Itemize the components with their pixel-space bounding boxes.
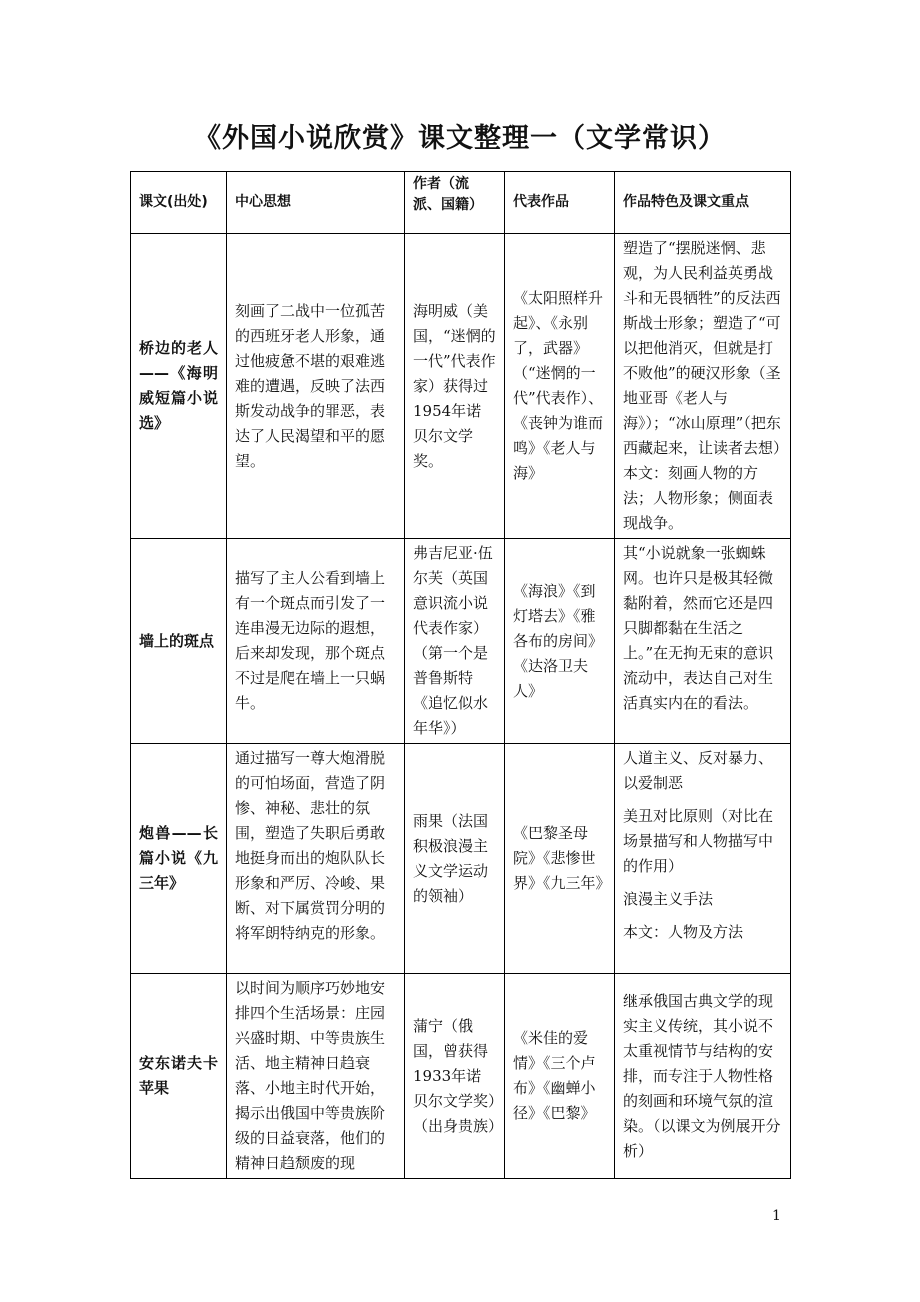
page-number: 1 [772,1208,781,1224]
theme-cell: 描写了主人公看到墙上有一个斑点而引发了一连串漫无边际的遐想，后来却发现，那个斑点不过是爬在墙上一只蜗牛。 [227,539,405,744]
header-lesson: 课文(出处) [131,172,227,234]
author-cell: 海明威（美国，“迷惘的一代”代表作家）获得过1954年诺贝尔文学奖。 [405,234,505,539]
feature-paragraph: 塑造了“摆脱迷惘、悲观，为人民利益英勇战斗和无畏牺牲”的反法西斯战士形象；塑造了“可以把他消灭，但就是打不败他”的硬汉形象（圣地亚哥《老人与海》）；“冰山原理”（把东西藏起来，让读者去想）本文：刻画人物的方法；人物形象；侧面表现战争。 [623,239,781,532]
lesson-cell: 墙上的斑点 [131,539,227,744]
works-cell: 《海浪》《到灯塔去》《雅各布的房间》《达洛卫夫人》 [505,539,615,744]
author-cell: 蒲宁（俄国，曾获得1933年诺贝尔文学奖）（出身贵族） [405,974,505,1179]
header-features: 作品特色及课文重点 [615,172,791,234]
features-cell [615,539,791,744]
table-row [131,234,791,539]
table-row [131,539,791,744]
author-cell: 弗吉尼亚·伍尔芙（英国意识流小说代表作家）（第一个是普鲁斯特《追忆似水年华》） [405,539,505,744]
header-works: 代表作品 [505,172,615,234]
theme-cell: 通过描写一尊大炮滑脱的可怕场面，营造了阴惨、神秘、悲壮的氛围，塑造了失职后勇敢地挺身而出的炮队队长形象和严厉、冷峻、果断、对下属赏罚分明的将军朗特纳克的形象。 [227,744,405,974]
document-title: 《外国小说欣赏》课文整理一（文学常识） [194,123,726,154]
works-cell: 《米佳的爱情》《三个卢布》《幽蝉小径》《巴黎》 [505,974,615,1179]
table-row [131,974,791,1179]
author-cell: 雨果（法国积极浪漫主义文学运动的领袖） [405,744,505,974]
feature-paragraph: 美丑对比原则（对比在场景描写和人物描写中的作用） [623,807,774,875]
works-cell: 《巴黎圣母院》《悲惨世界》《九三年》 [505,744,615,974]
feature-paragraph: 继承俄国古典文学的现实主义传统，其小说不太重视情节与结构的安排，而专注于人物性格的刻画和环境气氛的渲染。（以课文为例展开分析） [623,991,781,1160]
works-cell: 《太阳照样升起》、《永别了，武器》（“迷惘的一代”代表作）、《丧钟为谁而鸣》《老人与海》 [505,234,615,539]
theme-cell: 以时间为顺序巧妙地安排四个生活场景：庄园兴盛时期、中等贵族生活、地主精神日趋衰落、小地主时代开始，揭示出俄国中等贵族阶级的日益衰落，他们的精神日趋颓废的现 [227,974,405,1179]
features-cell [615,234,791,539]
theme-cell: 刻画了二战中一位孤苦的西班牙老人形象，通过他疲惫不堪的艰难逃难的遭遇，反映了法西斯发动战争的罪恶，表达了人民渴望和平的愿望。 [227,234,405,539]
header-theme: 中心思想 [227,172,405,234]
literature-table [130,171,791,1179]
lesson-cell: 安东诺夫卡苹果 [131,974,227,1179]
feature-paragraph: 人道主义、反对暴力、以爱制恶 [623,749,774,792]
features-cell [615,974,791,1179]
feature-paragraph: 本文：人物及方法 [623,923,744,941]
lesson-cell: 炮兽——长篇小说《九三年》 [131,744,227,974]
feature-paragraph: 浪漫主义手法 [623,890,714,908]
table-row [131,744,791,974]
header-author: 作者（流派、国籍） [405,172,505,234]
feature-paragraph: 其“小说就象一张蜘蛛网。也许只是极其轻微黏附着，然而它还是四只脚都黏在生活之上。”在无拘无束的意识流动中，表达自己对生活真实内在的看法。 [623,544,774,712]
table-header-row [131,172,791,234]
features-cell [615,744,791,974]
lesson-cell: 桥边的老人——《海明威短篇小说选》 [131,234,227,539]
